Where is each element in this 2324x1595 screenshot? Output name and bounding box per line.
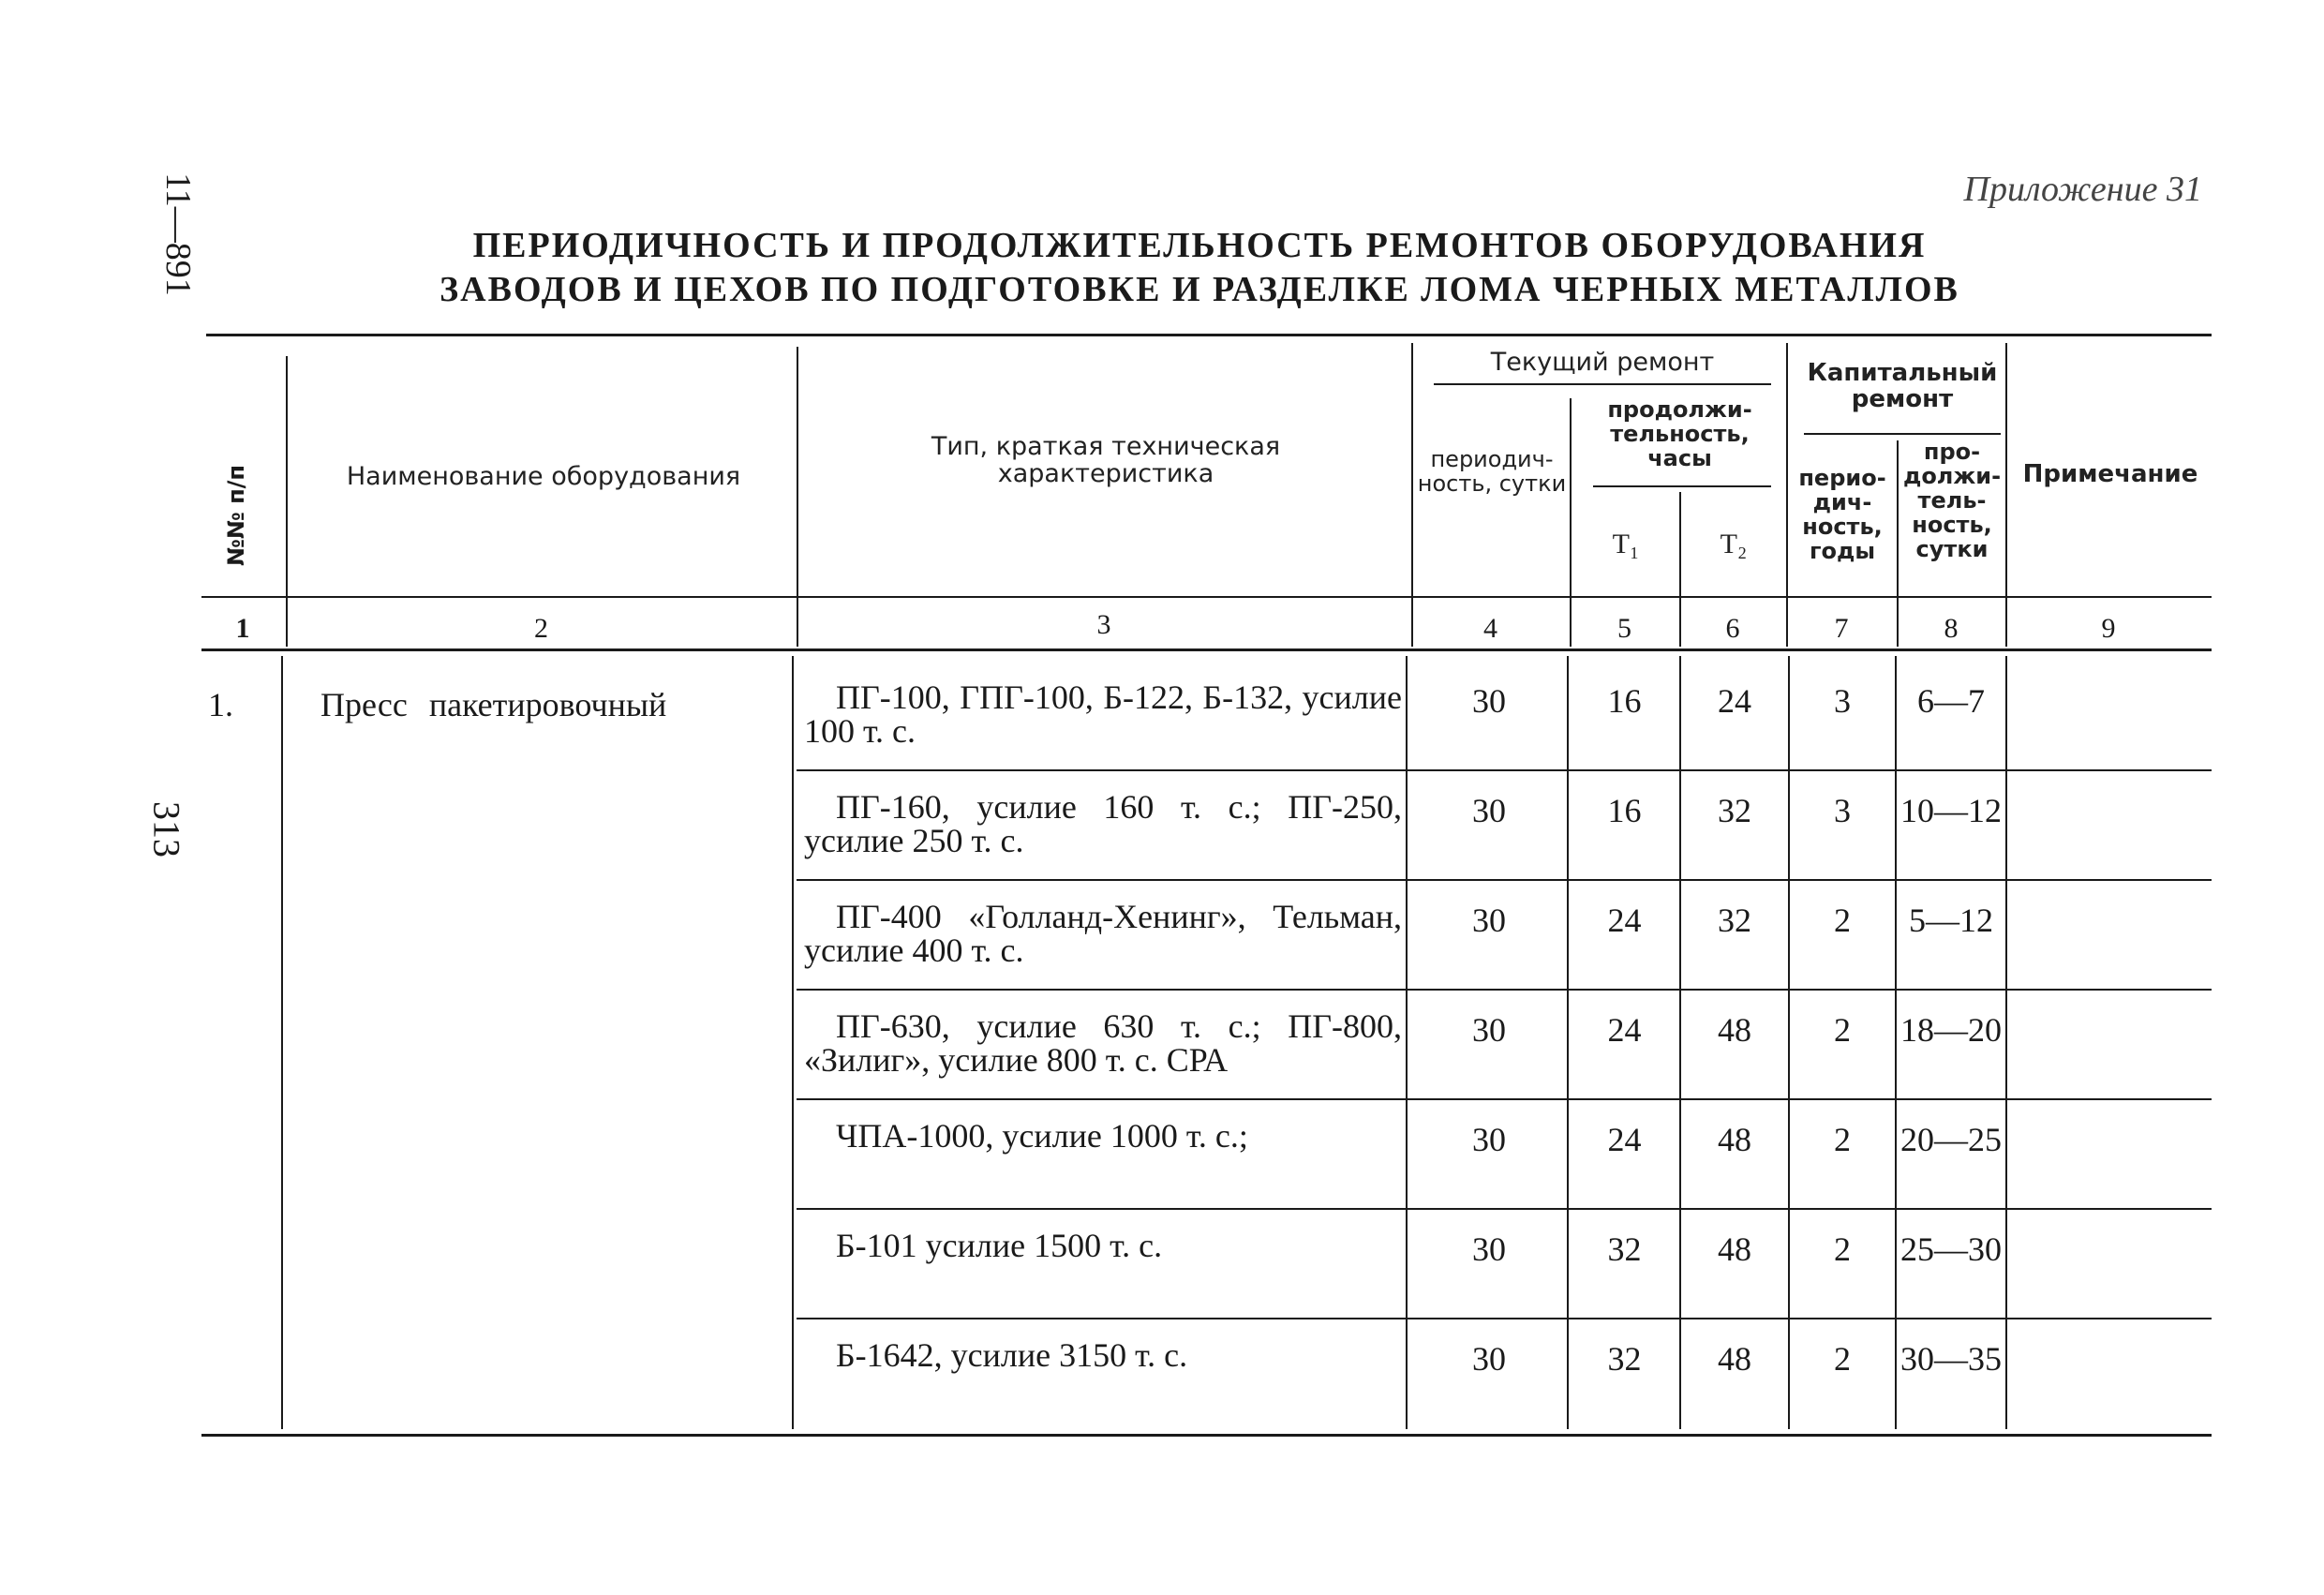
col-number: 7: [1834, 613, 1849, 644]
header-current-period: периодич-ность, сутки: [1417, 446, 1567, 497]
header-bottom-rule: [201, 596, 2212, 598]
header-num: №№ п/п: [223, 464, 249, 567]
row-separator: [797, 1318, 2212, 1319]
header-capital-period: перио-дич-ность, годы: [1798, 465, 1886, 564]
body-vline-num: [281, 656, 283, 1429]
cell-period: 30: [1472, 902, 1506, 939]
body-vline-cap-duration: [2005, 656, 2007, 1429]
col-number: 9: [2101, 613, 2116, 644]
appendix-label: Приложение 31: [1963, 170, 2202, 209]
cell-cap-period: 2: [1834, 902, 1851, 939]
col-number: 1: [235, 613, 250, 644]
row-separator: [797, 989, 2212, 991]
page-title-line1: ПЕРИОДИЧНОСТЬ И ПРОДОЛЖИТЕЛЬНОСТЬ РЕМОНТОВ ОБОРУДОВАНИЯ: [472, 226, 1927, 265]
col-number: 4: [1483, 613, 1497, 644]
group-number: 1.: [208, 686, 233, 723]
col-number: 2: [534, 613, 548, 644]
header-note: Примечание: [2022, 460, 2198, 488]
header-capital-duration: про-должи-тель-ность, сутки: [1902, 439, 2002, 562]
duration-rule: [1593, 485, 1771, 487]
cell-cap-period: 3: [1834, 792, 1851, 829]
row-separator: [797, 1208, 2212, 1210]
cell-period: 30: [1472, 1011, 1506, 1049]
cell-t2: 48: [1718, 1121, 1751, 1158]
row-separator: [797, 1098, 2212, 1100]
row-separator: [797, 769, 2212, 771]
header-type: Тип, краткая техническая характеристика: [931, 432, 1281, 489]
cell-t2: 48: [1718, 1340, 1751, 1378]
cell-t2: 48: [1718, 1011, 1751, 1049]
body-vline-name: [792, 656, 794, 1429]
cell-t1: 16: [1607, 792, 1642, 829]
page-number: 313: [145, 801, 188, 857]
cell-t2: 24: [1718, 682, 1751, 720]
cell-cap-duration: 25—30: [1900, 1230, 2002, 1268]
cell-cap-period: 2: [1834, 1230, 1851, 1268]
vline-name: [797, 347, 798, 647]
header-current-duration: продолжи-тельность, часы: [1607, 396, 1752, 471]
equipment-type: ПГ-100, ГПГ-100, Б-122, Б-132, усилие 100 т. с.: [804, 678, 1402, 750]
cell-cap-duration: 18—20: [1900, 1011, 2002, 1049]
cell-cap-period: 2: [1834, 1011, 1851, 1049]
header-capital-repair: Капитальный ремонт: [1807, 359, 1998, 414]
row-separator: [797, 879, 2212, 881]
cell-period: 30: [1472, 792, 1506, 829]
vline-num: [286, 356, 288, 647]
cell-t2: 32: [1718, 792, 1751, 829]
cell-cap-duration: 6—7: [1917, 682, 1985, 720]
vline-cap-duration: [2005, 343, 2007, 647]
cell-cap-duration: 20—25: [1900, 1121, 2002, 1158]
cell-period: 30: [1472, 1230, 1506, 1268]
cell-cap-period: 2: [1834, 1121, 1851, 1158]
col-numbers-rule: [201, 648, 2212, 651]
cell-t1: 32: [1607, 1340, 1642, 1378]
cell-period: 30: [1472, 682, 1506, 720]
body-vline-type: [1406, 656, 1408, 1429]
body-vline-period: [1567, 656, 1569, 1429]
group-name: Пресс пакетировочный: [320, 686, 667, 723]
cell-t1: 24: [1607, 902, 1642, 939]
equipment-type: Б-101 усилие 1500 т. с.: [836, 1227, 1163, 1264]
cell-t2: 48: [1718, 1230, 1751, 1268]
cell-t2: 32: [1718, 902, 1751, 939]
header-t2: Т₂: [1720, 529, 1748, 559]
cell-cap-period: 2: [1834, 1340, 1851, 1378]
header-current-repair: Текущий ремонт: [1490, 348, 1715, 377]
capital-repair-rule: [1804, 433, 2001, 435]
col-number: 6: [1725, 613, 1740, 644]
cell-t1: 24: [1607, 1121, 1642, 1158]
cell-t1: 32: [1607, 1230, 1642, 1268]
equipment-type: ПГ-160, усилие 160 т. с.; ПГ-250, усилие 250 т. с.: [804, 788, 1402, 859]
page-title-line2: ЗАВОДОВ И ЦЕХОВ ПО ПОДГОТОВКЕ И РАЗДЕЛКЕ ЛОМА ЧЕРНЫХ МЕТАЛЛОВ: [439, 270, 1959, 309]
equipment-type: Б-1642, усилие 3150 т. с.: [836, 1336, 1188, 1374]
cell-cap-period: 3: [1834, 682, 1851, 720]
cell-t1: 16: [1607, 682, 1642, 720]
col-number: 3: [1096, 609, 1111, 640]
cell-cap-duration: 10—12: [1900, 792, 2002, 829]
cell-period: 30: [1472, 1340, 1506, 1378]
header-name: Наименование оборудования: [346, 462, 741, 491]
col-number: 8: [1944, 613, 1959, 644]
vline-period: [1570, 398, 1572, 647]
equipment-type: ПГ-400 «Голланд-Хенинг», Тельман, усилие 400 т. с.: [804, 898, 1402, 969]
current-repair-rule: [1434, 383, 1771, 385]
cell-cap-duration: 30—35: [1900, 1340, 2002, 1378]
col-number: 5: [1617, 613, 1631, 644]
cell-period: 30: [1472, 1121, 1506, 1158]
table-bottom-rule: [201, 1434, 2212, 1437]
equipment-type: ПГ-630, усилие 630 т. с.; ПГ-800, «Зилиг», усилие 800 т. с. СРА: [804, 1007, 1402, 1079]
vline-type: [1411, 343, 1413, 647]
table-top-rule: [206, 334, 2212, 336]
vline-t2: [1786, 343, 1788, 647]
document-code: 11—891: [158, 172, 198, 296]
cell-cap-duration: 5—12: [1909, 902, 1993, 939]
cell-t1: 24: [1607, 1011, 1642, 1049]
equipment-type: ЧПА-1000, усилие 1000 т. с.;: [836, 1117, 1248, 1155]
header-t1: Т₁: [1612, 529, 1640, 559]
